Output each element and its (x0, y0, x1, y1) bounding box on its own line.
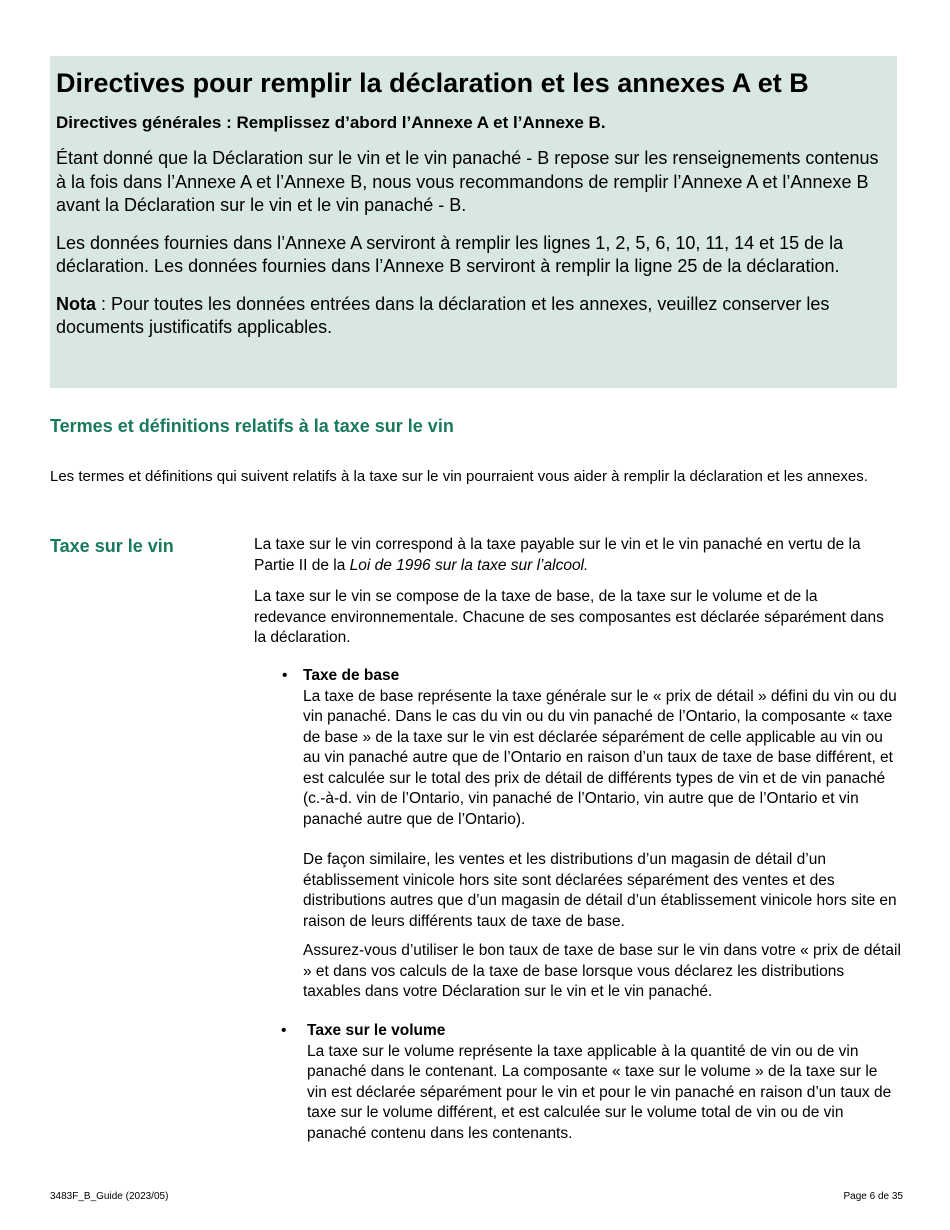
bullet-icon: • (282, 667, 288, 684)
note-paragraph (56, 293, 891, 340)
form-id: 3483F_B_Guide (2023/05) (50, 1191, 169, 1202)
bullet-title: Taxe de base (303, 667, 400, 684)
term-name: Taxe sur le vin (50, 536, 174, 556)
bullet-text: La taxe sur le volume représente la taxe applicable à la quantité de vin ou de vin panaché dans le contenant. La composante « taxe sur le volume » de la taxe sur le vin est déclarée séparément pour le vin et pour le vin panaché en raison d’un taux de taxe sur le volume différent, et est calculée sur le volume total de vin ou de vin panaché contenu dans les contenants. (307, 1042, 892, 1142)
bullet-title: Taxe sur le volume (307, 1022, 446, 1039)
bullet-icon: • (281, 1022, 287, 1039)
terms-intro: Les termes et définitions qui suivent relatifs à la taxe sur le vin pourraient vous aider à remplir la déclaration et les annexes. (50, 468, 868, 485)
law-title: Loi de 1996 sur la taxe sur l’alcool. (349, 556, 589, 574)
bullet-text: La taxe de base représente la taxe générale sur le « prix de détail » défini du vin ou du vin panaché. Dans le cas du vin ou du vin panaché de l’Ontario, la composante « taxe de base » de la taxe sur le vin est déclarée séparément de celle applicable au vin ou au vin panaché autre que de l’Ontario en raison d’un taux de taxe de base différent, et est calculée sur le total des prix de détail de différents types de vin et de vin panaché (c.-à-d. vin de l’Ontario, vin panaché de l’Ontario, vin autre que de l’Ontario et vin panaché autre que de l’Ontario). (303, 687, 897, 828)
bullet-item-base-tax (282, 666, 903, 1003)
page-number: Page 6 de 35 (843, 1191, 903, 1202)
bullet-text: De façon similaire, les ventes et les distributions d’un magasin de détail d’un établissement vinicole hors site sont déclarées séparément des ventes et des distributions autres que d’un magasin de détail d’un établissement vinicole hors site en raison de leurs différents taux de taxe de base. (303, 851, 897, 930)
definition-paragraph-2: La taxe sur le vin se compose de la taxe de base, de la taxe sur le volume et de la redevance environnementale. Chacune de ses composantes est déclarée séparément dans la déclaration. (254, 588, 884, 646)
note-label: Nota (56, 293, 96, 314)
term-definition (254, 535, 894, 649)
instructions-paragraph-2: Les données fournies dans l’Annexe A serviront à remplir les lignes 1, 2, 5, 6, 10, 11, 14 et 15 de la déclaration. Les données fournies dans l’Annexe B serviront à remplir la ligne 25 de la déclaration. (56, 232, 844, 276)
definition-text: La taxe sur le vin correspond à la taxe payable sur le vin et le vin panaché en vertu de la Partie II de la (254, 536, 861, 574)
instructions-box (50, 56, 897, 388)
note-text: : Pour toutes les données entrées dans la déclaration et les annexes, veuillez conserver les documents justificatifs applicables. (56, 293, 830, 337)
general-instructions-heading: Directives générales : Remplissez d’abord l’Annexe A et l’Annexe B. (56, 113, 606, 132)
instructions-paragraph-1: Étant donné que la Déclaration sur le vin et le vin panaché - B repose sur les renseignements contenus à la fois dans l’Annexe A et l’Annexe B, nous vous recommandons de remplir l’Annexe A et l’Annexe B avant la Déclaration sur le vin et le vin panaché - B. (56, 148, 879, 215)
definition-paragraph-1 (254, 535, 894, 576)
page-title: Directives pour remplir la déclaration et les annexes A et B (56, 68, 809, 98)
bullet-item-volume-tax (281, 1021, 892, 1144)
terms-section-heading: Termes et définitions relatifs à la taxe sur le vin (50, 416, 454, 436)
bullet-text: Assurez-vous d’utiliser le bon taux de taxe de base sur le vin dans votre « prix de détail » et dans vos calculs de la taxe de base lorsque vous déclarez les distributions taxables dans votre Déclaration sur le vin et le vin panaché. (303, 942, 901, 1000)
